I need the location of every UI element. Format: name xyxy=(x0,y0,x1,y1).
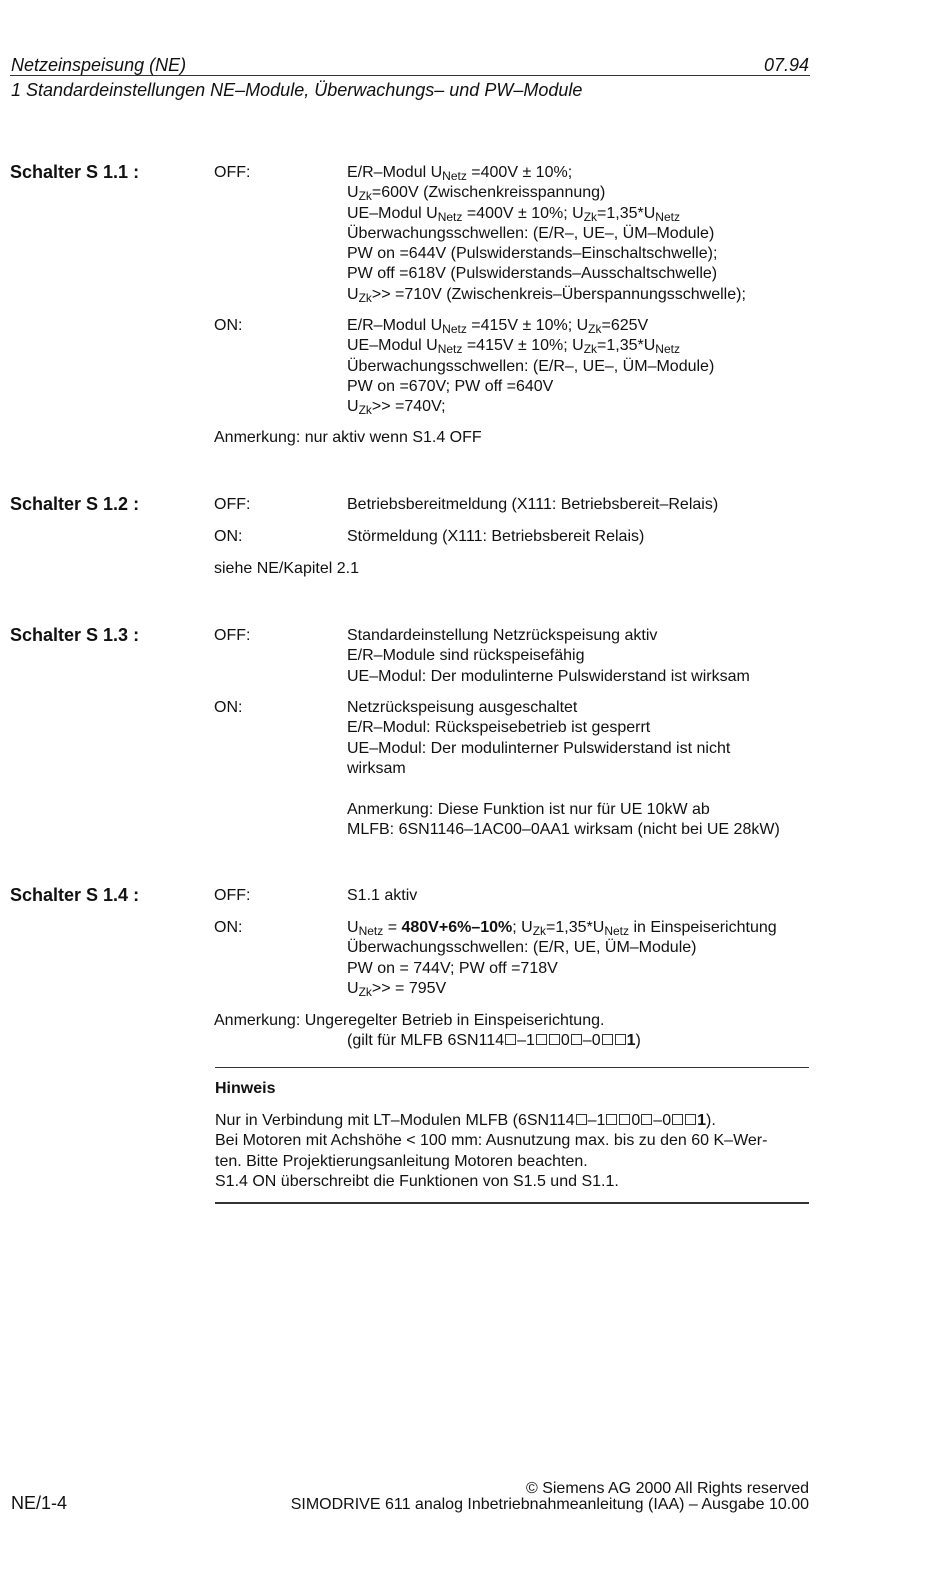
s1-3-note: Anmerkung: Diese Funktion ist nur für UE 10kW ab MLFB: 6SN1146–1AC00–0AA1 wirksam (nicht bei UE 28kW) xyxy=(347,801,780,839)
s1-2-note: siehe NE/Kapitel 2.1 xyxy=(214,560,359,577)
s1-3-off-text: Standardeinstellung Netzrückspeisung aktiv E/R–Module sind rückspeisefähig UE–Modul: Der modulinterne Pulswiderstand ist wirksam xyxy=(347,627,750,685)
placeholder-box xyxy=(606,1114,617,1125)
placeholder-box xyxy=(685,1114,696,1125)
placeholder-box xyxy=(619,1114,630,1125)
s1-3-on-text: Netzrückspeisung ausgeschaltet E/R–Modul: Rückspeisebetrieb ist gesperrt UE–Modul: Der modulinterner Pulswiderstand ist nicht wirksam xyxy=(347,699,731,777)
header-rule xyxy=(10,75,810,76)
placeholder-box xyxy=(672,1114,683,1125)
placeholder-box xyxy=(549,1034,560,1045)
header-date: 07.94 xyxy=(763,55,809,75)
s1-3-off-label: OFF: xyxy=(214,627,251,644)
s1-1-off-text: E/R–Modul $U_{Netz} =400V \pm 10\%$; $U_{Zk}=600V$ (Zwischenkreisspannung) UE–Modul $U_{Netz} =400V \pm 10\%$; $U_{Zk}=1,35*U_{Netz}$ Überwachungsschwellen: (E/R–, UE–, ÜM–Module) PW on =644V (Pulswiderstands–Einschaltschwelle); PW off =618V (Pulswiderstands–Ausschaltschwelle) $U_{Zk}>> =710V$ (Zwischenkreis–Überspannungsschwelle); xyxy=(347,164,746,305)
s1-4-on-label: ON: xyxy=(214,919,243,936)
s1-1-on-label: ON: xyxy=(214,317,243,334)
switch-s1-2-label: Schalter S 1.2 : xyxy=(10,494,140,514)
placeholder-box xyxy=(571,1034,582,1045)
s1-4-off-label: OFF: xyxy=(214,887,251,904)
switch-s1-3-label: Schalter S 1.3 : xyxy=(10,625,140,645)
hinweis-bottom-rule xyxy=(215,1202,809,1204)
s1-1-off-label: OFF: xyxy=(214,164,251,181)
s1-1-note: Anmerkung: nur aktiv wenn S1.4 OFF xyxy=(214,429,482,446)
footer-page-number: NE/1-4 xyxy=(11,1493,68,1513)
hinweis-top-rule xyxy=(215,1067,809,1068)
s1-1-on-text: E/R–Modul $U_{Netz} =415V \pm 10\%$; $U_{Zk}=625V$ UE–Modul $U_{Netz} =415V \pm 10\%$; $U_{Zk}=1,35*U_{Netz}$ Überwachungsschwellen: (E/R–, UE–, ÜM–Module) PW on =670V; PW off =640V $U_{Zk}>> =740V$; xyxy=(347,317,715,418)
s1-2-on-label: ON: xyxy=(214,528,243,545)
s1-2-off-text: Betriebsbereitmeldung (X111: Betriebsbereit–Relais) xyxy=(347,496,719,513)
header-title: Netzeinspeisung (NE) xyxy=(11,55,187,75)
s1-2-off-label: OFF: xyxy=(214,496,251,513)
placeholder-box xyxy=(505,1034,516,1045)
hinweis-title: Hinweis xyxy=(215,1080,276,1097)
header-subtitle: 1 Standardeinstellungen NE–Module, Überwachungs– und PW–Module xyxy=(11,80,583,100)
s1-4-note: Anmerkung: Ungeregelter Betrieb in Einspeiserichtung. (gilt für MLFB 6SN114 –1 0 –0 1) xyxy=(214,1012,641,1049)
s1-4-off-text: S1.1 aktiv xyxy=(347,887,418,904)
placeholder-box xyxy=(576,1114,587,1125)
placeholder-box xyxy=(615,1034,626,1045)
s1-2-on-text: Störmeldung (X111: Betriebsbereit Relais) xyxy=(347,528,645,545)
footer-copyright: © Siemens AG 2000 All Rights reserved xyxy=(525,1480,809,1497)
switch-s1-1-label: Schalter S 1.1 : xyxy=(10,162,140,182)
switch-s1-4-label: Schalter S 1.4 : xyxy=(10,885,140,905)
s1-4-on-text: $U_{Netz} = 480V+6\%-10\%$; $U_{Zk}=1,35*U_{Netz}$ in Einspeiserichtung Überwachungsschwellen: (E/R, UE, ÜM–Module) PW on = 744V; PW off =718V $U_{Zk}>> = 795V$ xyxy=(347,919,777,999)
placeholder-box xyxy=(602,1034,613,1045)
hinweis-text: Nur in Verbindung mit LT–Modulen MLFB (6SN114 –1 0 –0 1). Bei Motoren mit Achshöhe < 100 mm: Ausnutzung max. bis zu den 60 K–Wer- ten. Bitte Projektierungsanleitung Motoren beachten. S1.4 ON überschreibt die Funktionen von S1.5 und S1.1. xyxy=(215,1112,768,1190)
placeholder-box xyxy=(536,1034,547,1045)
placeholder-box xyxy=(641,1114,652,1125)
s1-3-on-label: ON: xyxy=(214,699,243,716)
footer-document-title: SIMODRIVE 611 analog Inbetriebnahmeanleitung (IAA) – Ausgabe 10.00 xyxy=(290,1496,809,1513)
